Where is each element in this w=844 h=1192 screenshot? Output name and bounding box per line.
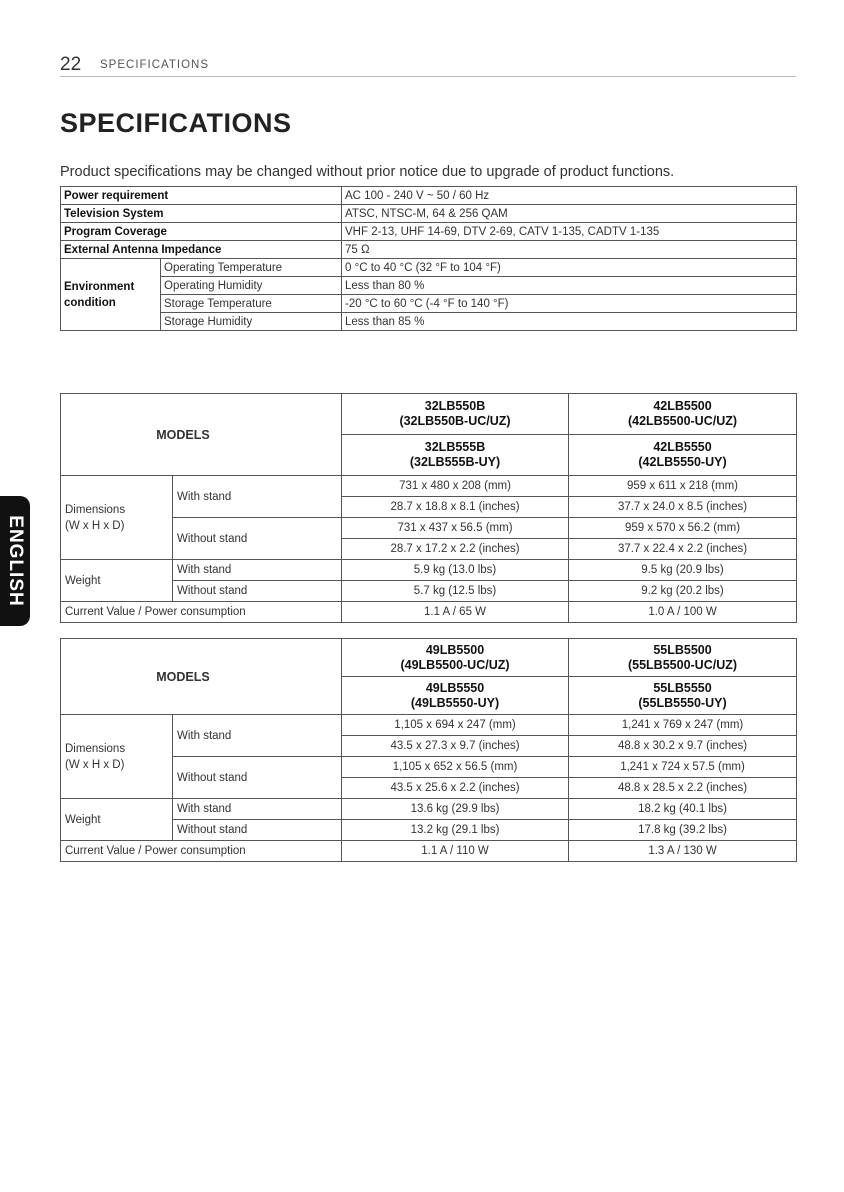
table-row [61, 799, 797, 820]
table-row [61, 223, 797, 241]
dim-value: 1,105 x 652 x 56.5 (mm) [342, 757, 569, 778]
model-code: 32LB550B [424, 399, 486, 413]
dim-value: 43.5 x 25.6 x 2.2 (inches) [342, 778, 569, 799]
power-consumption-label: Current Value / Power consumption [61, 841, 342, 862]
weight-value: 18.2 kg (40.1 lbs) [569, 799, 797, 820]
model-name [342, 435, 569, 476]
power-spec-table [60, 186, 797, 331]
dim-value: 731 x 480 x 208 (mm) [342, 476, 569, 497]
weight-value: 5.9 kg (13.0 lbs) [342, 560, 569, 581]
power-value: 1.3 A / 130 W [569, 841, 797, 862]
row-label: Power requirement [61, 187, 342, 205]
with-stand-label: With stand [173, 715, 342, 757]
language-side-tab-label: ENGLISH [5, 515, 26, 607]
row-value: Less than 85 % [342, 313, 797, 331]
table-row [61, 259, 797, 277]
language-side-tab [0, 496, 30, 626]
models-label: MODELS [61, 639, 342, 715]
model-variant: (55LB5500-UC/UZ) [627, 657, 738, 672]
environment-label-line2: condition [64, 296, 116, 309]
model-name [569, 639, 797, 677]
model-variant: (55LB5550-UY) [638, 695, 727, 710]
model-variant: (32LB555B-UY) [409, 455, 501, 469]
table-row [61, 295, 797, 313]
model-name [342, 394, 569, 435]
dim-value: 37.7 x 22.4 x 2.2 (inches) [569, 539, 797, 560]
weight-value: 5.7 kg (12.5 lbs) [342, 581, 569, 602]
weight-value: 13.6 kg (29.9 lbs) [342, 799, 569, 820]
table-row [61, 560, 797, 581]
dim-value: 48.8 x 28.5 x 2.2 (inches) [569, 778, 797, 799]
model-variant: (49LB5550-UY) [410, 695, 500, 710]
row-label: Television System [61, 205, 342, 223]
table-row [61, 277, 797, 295]
dimensions-label-text: Dimensions [65, 742, 126, 755]
power-value: 1.1 A / 110 W [342, 841, 569, 862]
dim-value: 1,105 x 694 x 247 (mm) [342, 715, 569, 736]
power-consumption-label: Current Value / Power consumption [61, 602, 342, 623]
table-row [61, 715, 797, 736]
dimensions-label-sub: (W x H x D) [65, 519, 125, 532]
model-variant: (49LB5500-UC/UZ) [400, 657, 510, 672]
dim-value: 1,241 x 724 x 57.5 (mm) [569, 757, 797, 778]
environment-label-line1: Environment [64, 280, 135, 293]
table-row [61, 241, 797, 259]
table-row [61, 602, 797, 623]
model-name [569, 435, 797, 476]
row-label: Operating Humidity [161, 277, 342, 295]
row-label: Storage Humidity [161, 313, 342, 331]
model-name [569, 677, 797, 715]
with-stand-label: With stand [173, 476, 342, 518]
without-stand-label: Without stand [173, 757, 342, 799]
dim-value: 959 x 611 x 218 (mm) [569, 476, 797, 497]
table-row [61, 187, 797, 205]
section-label: SPECIFICATIONS [100, 59, 209, 71]
table-row [61, 476, 797, 497]
page-title: SPECIFICATIONS [60, 108, 292, 138]
page-header [60, 56, 796, 77]
models-spec-table-2 [60, 638, 797, 862]
without-stand-label: Without stand [173, 581, 342, 602]
model-code: 42LB5500 [653, 399, 712, 413]
table-row [61, 639, 797, 677]
model-name [342, 639, 569, 677]
intro-text: Product specifications may be changed without prior notice due to upgrade of product functions. [60, 164, 675, 180]
table-row [61, 205, 797, 223]
with-stand-label: With stand [173, 560, 342, 581]
row-value: ATSC, NTSC-M, 64 & 256 QAM [342, 205, 797, 223]
power-value: 1.0 A / 100 W [569, 602, 797, 623]
table-row [61, 313, 797, 331]
dim-value: 731 x 437 x 56.5 (mm) [342, 518, 569, 539]
model-code: 42LB5550 [653, 440, 712, 454]
dim-value: 28.7 x 17.2 x 2.2 (inches) [342, 539, 569, 560]
dim-value: 43.5 x 27.3 x 9.7 (inches) [342, 736, 569, 757]
dim-value: 1,241 x 769 x 247 (mm) [569, 715, 797, 736]
dim-value: 37.7 x 24.0 x 8.5 (inches) [569, 497, 797, 518]
dimensions-label-sub: (W x H x D) [65, 758, 125, 771]
model-name [342, 677, 569, 715]
table-row [61, 394, 797, 435]
dim-value: 28.7 x 18.8 x 8.1 (inches) [342, 497, 569, 518]
row-value: -20 °C to 60 °C (-4 °F to 140 °F) [342, 295, 797, 313]
model-name [569, 394, 797, 435]
row-value: AC 100 - 240 V ~ 50 / 60 Hz [342, 187, 797, 205]
model-code: 55LB5550 [653, 680, 712, 695]
dimensions-label [61, 476, 173, 560]
model-code: 32LB555B [424, 440, 486, 454]
model-variant: (42LB5500-UC/UZ) [627, 414, 738, 428]
table-row [61, 841, 797, 862]
row-label: Storage Temperature [161, 295, 342, 313]
row-label: Operating Temperature [161, 259, 342, 277]
model-code: 55LB5500 [653, 642, 712, 657]
weight-value: 17.8 kg (39.2 lbs) [569, 820, 797, 841]
weight-value: 9.5 kg (20.9 lbs) [569, 560, 797, 581]
with-stand-label: With stand [173, 799, 342, 820]
without-stand-label: Without stand [173, 820, 342, 841]
dim-value: 48.8 x 30.2 x 9.7 (inches) [569, 736, 797, 757]
weight-value: 13.2 kg (29.1 lbs) [342, 820, 569, 841]
page-number: 22 [60, 54, 82, 75]
row-value: 75 Ω [342, 241, 797, 259]
dimensions-label [61, 715, 173, 799]
row-label: External Antenna Impedance [61, 241, 342, 259]
models-spec-table-1 [60, 393, 797, 623]
row-value: Less than 80 % [342, 277, 797, 295]
power-value: 1.1 A / 65 W [342, 602, 569, 623]
dimensions-label-text: Dimensions [65, 503, 126, 516]
row-label: Program Coverage [61, 223, 342, 241]
without-stand-label: Without stand [173, 518, 342, 560]
weight-label: Weight [61, 799, 173, 841]
environment-label [61, 259, 161, 331]
model-code: 49LB5550 [425, 680, 485, 695]
models-label: MODELS [61, 394, 342, 476]
weight-label: Weight [61, 560, 173, 602]
weight-value: 9.2 kg (20.2 lbs) [569, 581, 797, 602]
model-code: 49LB5500 [425, 642, 485, 657]
row-value: 0 °C to 40 °C (32 °F to 104 °F) [342, 259, 797, 277]
model-variant: (42LB5550-UY) [638, 455, 727, 469]
dim-value: 959 x 570 x 56.2 (mm) [569, 518, 797, 539]
row-value: VHF 2-13, UHF 14-69, DTV 2-69, CATV 1-135, CADTV 1-135 [342, 223, 797, 241]
model-variant: (32LB550B-UC/UZ) [399, 414, 511, 428]
